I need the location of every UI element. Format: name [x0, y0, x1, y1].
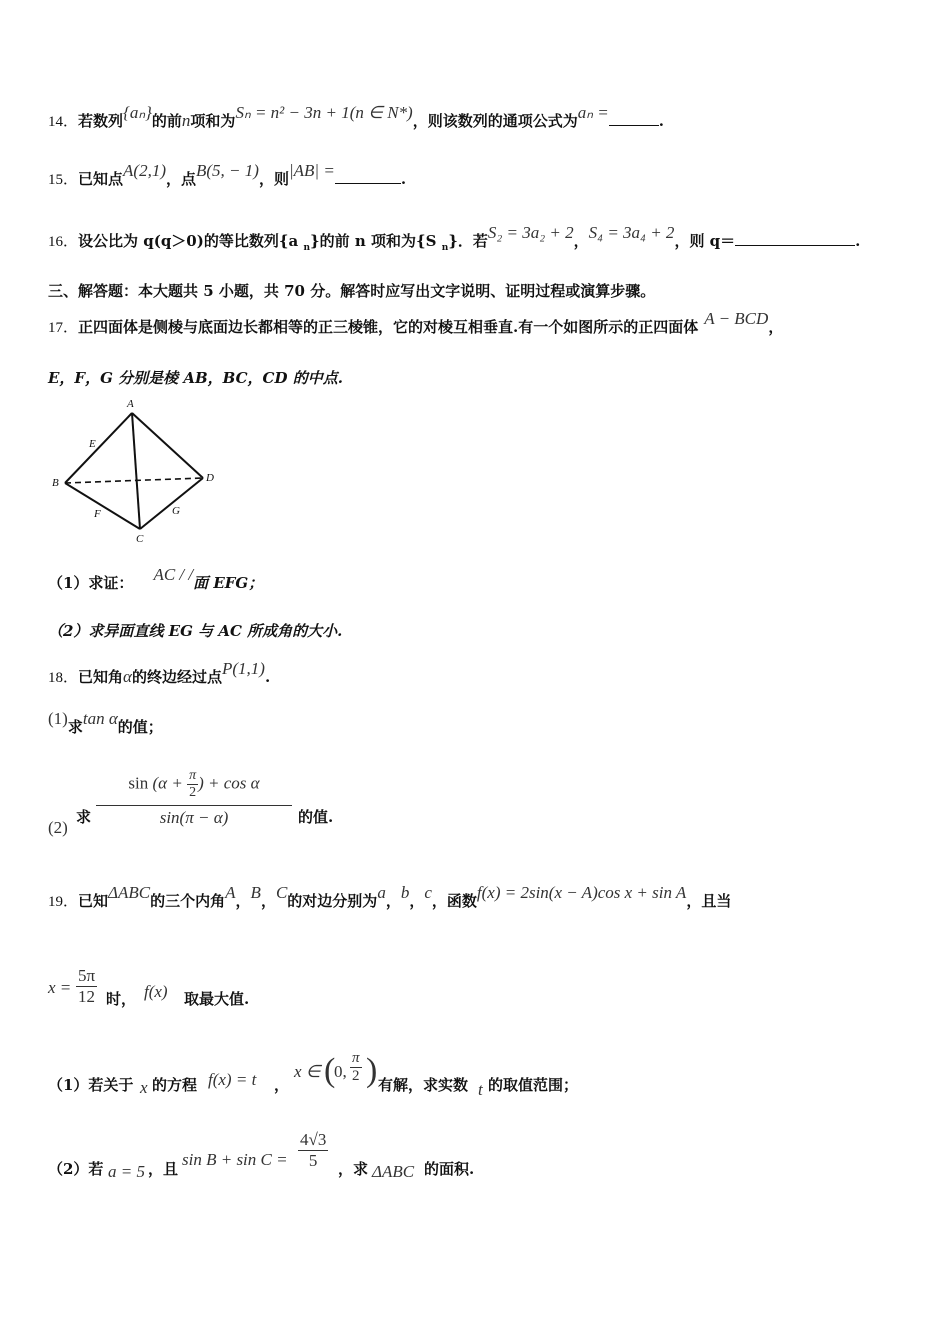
edge-AC [132, 413, 140, 529]
edge-AB [65, 413, 132, 483]
edge-AD [132, 413, 203, 478]
question-number: 17． [48, 320, 79, 336]
question-14: 14．若数列{aₙ}的前n项和为Sₙ = n² − 3n + 1(n ∈ N*)，则该数列的通项公式为aₙ = . [48, 103, 664, 130]
section-heading: 三、解答题：本大题共 5 小题，共 70 分。解答时应写出文字说明、证明过程或演算步骤。 [48, 282, 656, 300]
edge-BD-hidden [65, 478, 203, 483]
question-number: 16． [48, 234, 79, 250]
tetrahedron-figure [48, 396, 228, 546]
math-sequence: {aₙ} [123, 103, 152, 122]
question-17-part-1: （1）求证： AC / /面 EFG； [48, 565, 264, 592]
edge-CD [140, 478, 203, 529]
math-formula: Sₙ = n² − 3n + 1(n ∈ N*) [235, 103, 413, 122]
label-A: A [127, 398, 134, 410]
edge-BC [65, 483, 140, 529]
label-F: F [94, 508, 101, 520]
question-number: 15． [48, 172, 79, 188]
label-B: B [52, 477, 59, 489]
question-18: 18．已知角α的终边经过点P(1,1). [48, 659, 271, 686]
label-E: E [89, 438, 96, 450]
label-G: G [172, 505, 180, 517]
question-17-line2: E，F，G 分别是棱 AB，BC，CD 的中点. [48, 369, 343, 387]
question-16: 16．设公比为 q(q＞0)的等比数列{a $_n$}的前 n 项和为{S $_n$}．若S₂ = 3a₂ + 2，S₄ = 3a₄ + 2，则 q＝ . [48, 223, 861, 253]
answer-blank[interactable] [609, 111, 659, 126]
question-number: 14． [48, 114, 79, 130]
question-number: 18． [48, 670, 79, 686]
question-18-part-1: (1)求tan α的值； [48, 709, 163, 736]
question-19: 19．已知ΔABC的三个内角A，B，C的对边分别为a，b，c，函数f(x) = 2sin(x − A)cos x + sin A，且当 [48, 883, 732, 910]
question-17-part-2: （2）求异面直线 EG 与 AC 所成角的大小. [48, 622, 343, 640]
question-17: 17．正四面体是侧棱与底面边长都相等的正三棱锥，它的对棱互相垂直.有一个如图所示的正四面体 A − BCD， [48, 309, 784, 336]
label-C: C [136, 533, 144, 545]
math-fraction: sin (α + $\frac{\pi}{2}$ ) + cos α sin(π − α) [96, 768, 292, 828]
question-number: 19． [48, 894, 79, 910]
answer-blank[interactable] [335, 169, 401, 184]
question-15: 15．已知点A(2,1)，点B(5, − 1)，则|AB| = . [48, 161, 407, 188]
answer-blank[interactable] [735, 231, 855, 246]
label-D: D [206, 472, 214, 484]
